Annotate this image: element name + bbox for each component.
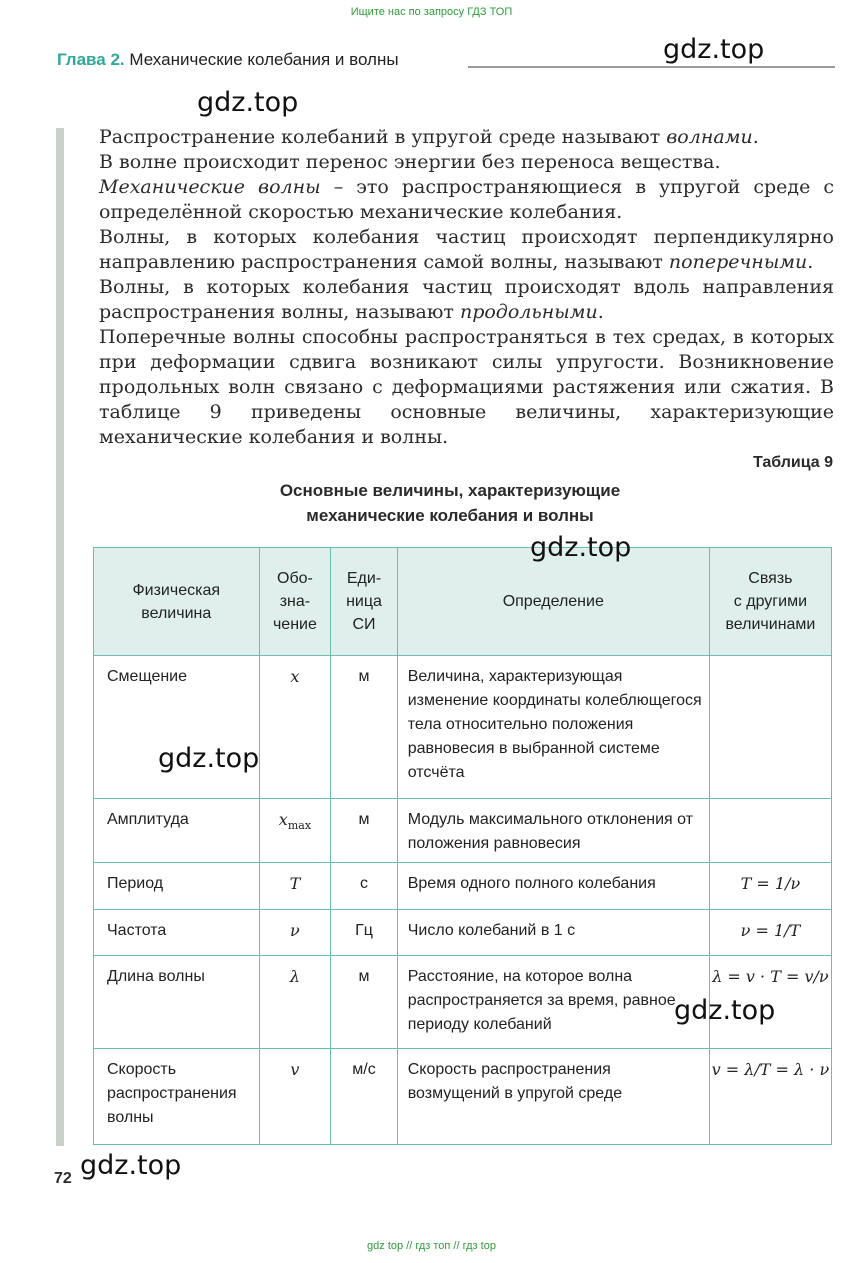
cell-relation: T = 1/ν xyxy=(709,863,831,910)
chapter-header xyxy=(57,50,399,70)
cell-definition: Время одного полного колебания xyxy=(397,863,709,910)
watermark: gdz.top xyxy=(530,532,632,563)
cell-symbol: λ xyxy=(259,956,331,1049)
side-bar xyxy=(56,128,64,1146)
cell-unit: Гц xyxy=(331,910,397,956)
quantities-table xyxy=(93,547,832,1145)
cell-unit: м xyxy=(331,799,397,863)
header-relation: Связь с другими величинами xyxy=(709,548,831,656)
cell-relation: λ = v · T = v/ν xyxy=(709,956,831,1049)
table-row xyxy=(94,910,832,956)
cell-definition: Число колебаний в 1 с xyxy=(397,910,709,956)
table-row xyxy=(94,799,832,863)
header-rule xyxy=(468,66,835,68)
cell-relation: v = λ/T = λ · ν xyxy=(709,1049,831,1145)
cell-unit: с xyxy=(331,863,397,910)
paragraph-waves: Распространение колебаний в упругой среде называют волнами. xyxy=(99,126,759,148)
cell-unit: м xyxy=(331,956,397,1049)
header-symbol: Обо- зна- чение xyxy=(259,548,331,656)
cell-quantity: Частота xyxy=(94,910,260,956)
page-number: 72 xyxy=(54,1170,72,1187)
cell-relation xyxy=(709,656,831,799)
paragraph-energy: В волне происходит перенос энергии без переноса вещества. xyxy=(99,151,721,173)
cell-symbol: T xyxy=(259,863,331,910)
watermark: gdz.top xyxy=(197,87,299,118)
cell-quantity: Период xyxy=(94,863,260,910)
cell-quantity: Длина волны xyxy=(94,956,260,1049)
chapter-label: Глава 2. xyxy=(57,50,125,69)
cell-relation xyxy=(709,799,831,863)
cell-quantity: Амплитуда xyxy=(94,799,260,863)
table-title: Основные величины, характеризующие механические колебания и волны xyxy=(279,481,621,525)
cell-unit: м xyxy=(331,656,397,799)
header-quantity: Физическая величина xyxy=(94,548,260,656)
watermark: gdz.top xyxy=(80,1150,182,1181)
table-row xyxy=(94,1049,832,1145)
paragraph-mechanical-waves: Механические волны – это распространяющиеся в упругой среде с определённой скоростью механические колебания. xyxy=(99,176,834,223)
cell-symbol: v xyxy=(259,1049,331,1145)
header-definition: Определение xyxy=(397,548,709,656)
chapter-title: Механические колебания и волны xyxy=(129,50,399,69)
bottom-banner: gdz top // гдз топ // гдз top xyxy=(367,1240,496,1252)
table-number: Таблица 9 xyxy=(752,454,833,471)
cell-symbol: ν xyxy=(259,910,331,956)
header-unit: Еди- ница СИ xyxy=(331,548,397,656)
cell-symbol: $x_{max}$ xyxy=(259,799,331,863)
paragraph-table-intro: Поперечные волны способны распространяться в тех средах, в которых при деформации сдвига возникают силы упругости. Возникновение продольных волн связано с деформациями растяжения или сжатия. В таблице 9 приведены основные величины, характеризующие механические колебания и волны. xyxy=(99,326,834,448)
cell-quantity: Скорость распространения волны xyxy=(94,1049,260,1145)
paragraph-longitudinal: Волны, в которых колебания частиц происходят вдоль направления распространения волны, называют продольными. xyxy=(99,276,834,323)
body-text xyxy=(99,125,834,450)
paragraph-transverse: Волны, в которых колебания частиц происходят перпендикулярно направлению распространения самой волны, называют поперечными. xyxy=(99,226,834,273)
table-row xyxy=(94,863,832,910)
cell-quantity: Смещение xyxy=(94,656,260,799)
cell-definition: Величина, характеризующая изменение координаты колеблющегося тела относительно положения равновесия в выбранной системе отсчёта xyxy=(397,656,709,799)
watermark: gdz.top xyxy=(158,743,260,774)
cell-symbol: x xyxy=(259,656,331,799)
cell-relation: ν = 1/T xyxy=(709,910,831,956)
cell-definition: Скорость распространения возмущений в упругой среде xyxy=(397,1049,709,1145)
table-row xyxy=(94,656,832,799)
cell-unit: м/с xyxy=(331,1049,397,1145)
watermark: gdz.top xyxy=(674,995,776,1026)
cell-definition: Расстояние, на которое волна распространяется за время, равное периоду колебаний xyxy=(397,956,709,1049)
table-header-row xyxy=(94,548,832,656)
watermark: gdz.top xyxy=(663,34,765,65)
top-banner: Ищите нас по запросу ГДЗ ТОП xyxy=(350,6,513,18)
cell-definition: Модуль максимального отклонения от положения равновесия xyxy=(397,799,709,863)
